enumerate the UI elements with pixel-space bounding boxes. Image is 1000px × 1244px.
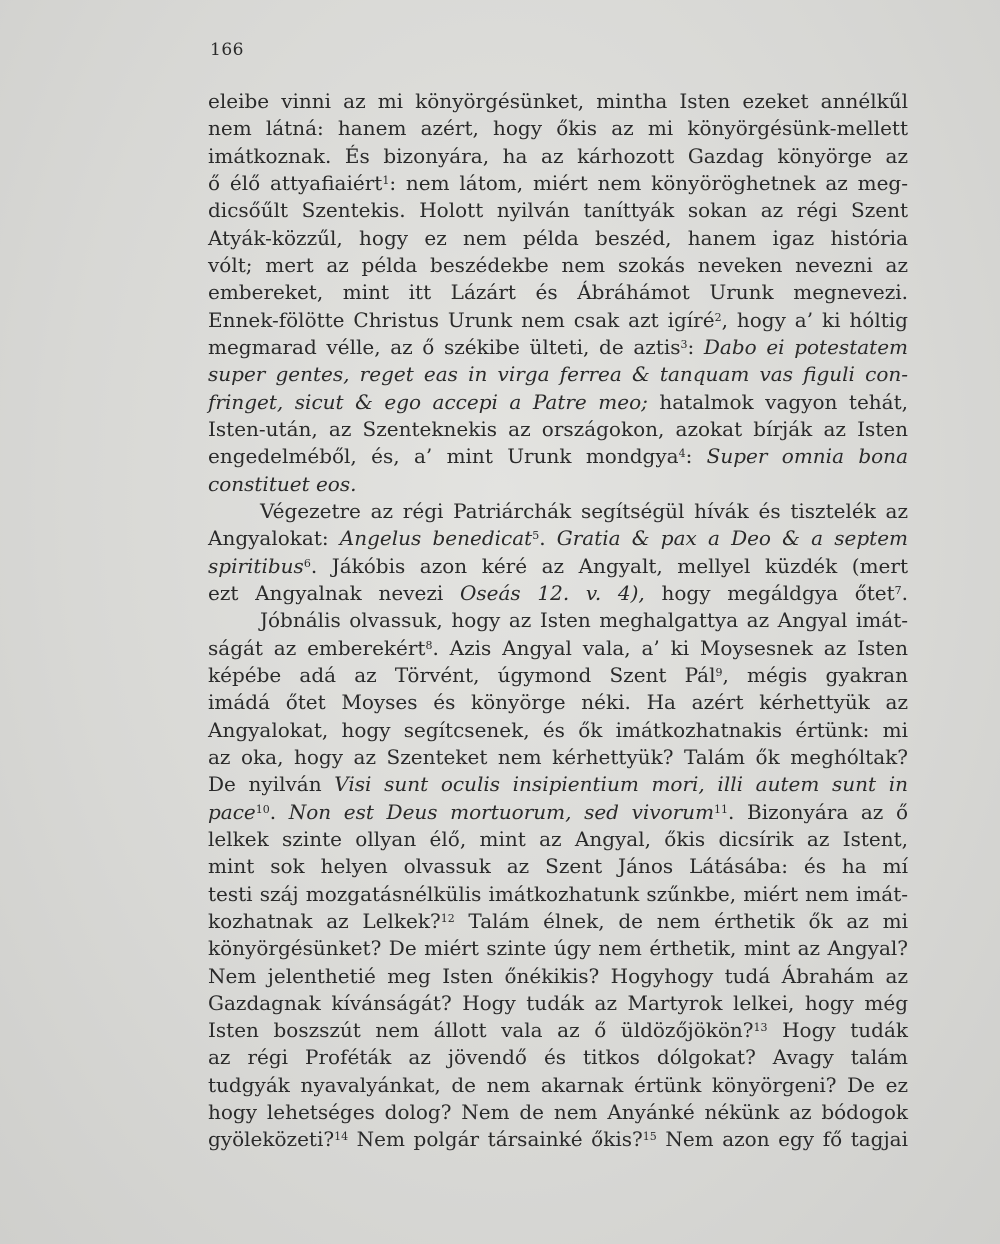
text-line: megmarad vélle, az ő székibe ülteti, de aztis$^3$: Dabo ei potestatem	[208, 334, 908, 359]
text-line: hogy lehetséges dolog? Nem de nem Anyánké nékünk az bódogok	[208, 1100, 908, 1125]
margin-notes	[0, 0, 210, 1244]
text-line: kozhatnak az Lelkek?$^{12}$ Talám élnek, de nem érthetik ők az mi	[208, 908, 908, 933]
page-number: 166	[210, 40, 244, 60]
text-line: pace$^{10}$. Non est Deus mortuorum, sed vivorum$^{11}$. Bizonyára az ő	[208, 799, 908, 824]
text-line: De nyilván Visi sunt oculis insipientium mori, illi autem sunt in	[208, 772, 908, 797]
text-line: mint sok helyen olvassuk az Szent János Látásába: és ha mí	[208, 854, 908, 879]
text-line: az oka, hogy az Szenteket nem kérhettyük? Talám ők meghóltak?	[208, 744, 908, 769]
text-line: tudgyák nyavalyánkat, de nem akarnak értünk könyörgeni? De ez	[208, 1072, 908, 1097]
text-line: Angyalokat, hogy segítcsenek, és ők imátkozhatnakis értünk: mi	[208, 717, 908, 742]
text-line: imádá őtet Moyses és könyörge néki. Ha azért kérhettyük az	[208, 690, 908, 715]
text-line: könyörgésünket? De miért szinte úgy nem érthetik, mint az Angyal?	[208, 936, 908, 961]
text-line: engedelméből, és, a’ mint Urunk mondgya$^4$: Super omnia bona	[208, 444, 908, 469]
text-line: eleibe vinni az mi könyörgésünket, mintha Isten ezeket annélkűl	[208, 89, 908, 113]
text-line: Jóbnális olvassuk, hogy az Isten meghalgattya az Angyal imát-	[260, 608, 908, 633]
text-line: vólt; mert az példa beszédekbe nem szokás neveken nevezni az	[208, 252, 908, 277]
text-line: nem látná: hanem azért, hogy őkis az mi könyörgésünk-mellett	[208, 116, 908, 141]
text-line: super gentes, reget eas in virga ferrea & tanquam vas figuli con-	[208, 362, 908, 387]
text-line: Angyalokat: Angelus benedicat$^5$. Gratia & pax a Deo & a septem	[208, 526, 909, 551]
text-line: testi száj mozgatásnélkülis imátkozhatunk szűnkbe, miért nem imát-	[208, 881, 908, 906]
text-line: constituet eos.	[208, 471, 357, 496]
text-line: dicsőűlt Szentekis. Holott nyilván taníttyák sokan az régi Szent	[208, 198, 908, 223]
text-line: Isten-után, az Szenteknekis az országokon, azokat bírják az Isten	[208, 416, 908, 441]
text-line: gyöleközeti?$^{14}$ Nem polgár társainké őkis?$^{15}$ Nem azon egy fő tagjai	[208, 1127, 908, 1152]
text-line: Ennek-fölötte Christus Urunk nem csak azt igíré$^2$, hogy a’ ki hóltig	[208, 307, 908, 332]
text-line: ő élő attyafiaiért$^1$: nem látom, miért nem könyöröghetnek az meg-	[208, 170, 908, 195]
text-line: Nem jelenthetié meg Isten őnékikis? Hogyhogy tudá Ábrahám az	[208, 963, 908, 988]
text-line: spiritibus$^6$. Jákóbis azon kéré az Angyalt, mellyel küzdék (mert	[208, 553, 908, 578]
body-text	[208, 88, 908, 1154]
text-line: lelkek szinte ollyan élő, mint az Angyal, őkis dicsírik az Istent,	[208, 826, 908, 851]
text-line: ezt Angyalnak nevezi Oseás 12. v. 4), hogy megáldgya őtet$^7$.	[208, 580, 909, 605]
text-line: Gazdagnak kívánságát? Hogy tudák az Martyrok lelkei, hogy még	[208, 990, 908, 1015]
text-line: képébe adá az Törvént, úgymond Szent Pál$^9$, mégis gyakran	[208, 662, 908, 687]
text-line: imátkoznak. És bizonyára, ha az kárhozott Gazdag könyörge az	[208, 143, 908, 168]
text-line: fringet, sicut & ego accepi a Patre meo; hatalmok vagyon tehát,	[208, 389, 908, 414]
text-line: az régi Proféták az jövendő és titkos dólgokat? Avagy talám	[208, 1045, 908, 1070]
text-line: embereket, mint itt Lázárt és Ábráhámot Urunk megnevezi.	[208, 280, 908, 305]
text-line: Végezetre az régi Patriárchák segítségül hívák és tisztelék az	[260, 498, 908, 523]
text-line: ságát az emberekért$^8$. Azis Angyal vala, a’ ki Moysesnek az Isten	[208, 635, 909, 660]
text-line: Atyák-közzűl, hogy ez nem példa beszéd, hanem igaz história	[208, 225, 908, 250]
text-line: Isten boszszút nem állott vala az ő üldözőjökön?$^{13}$ Hogy tudák	[208, 1018, 909, 1043]
